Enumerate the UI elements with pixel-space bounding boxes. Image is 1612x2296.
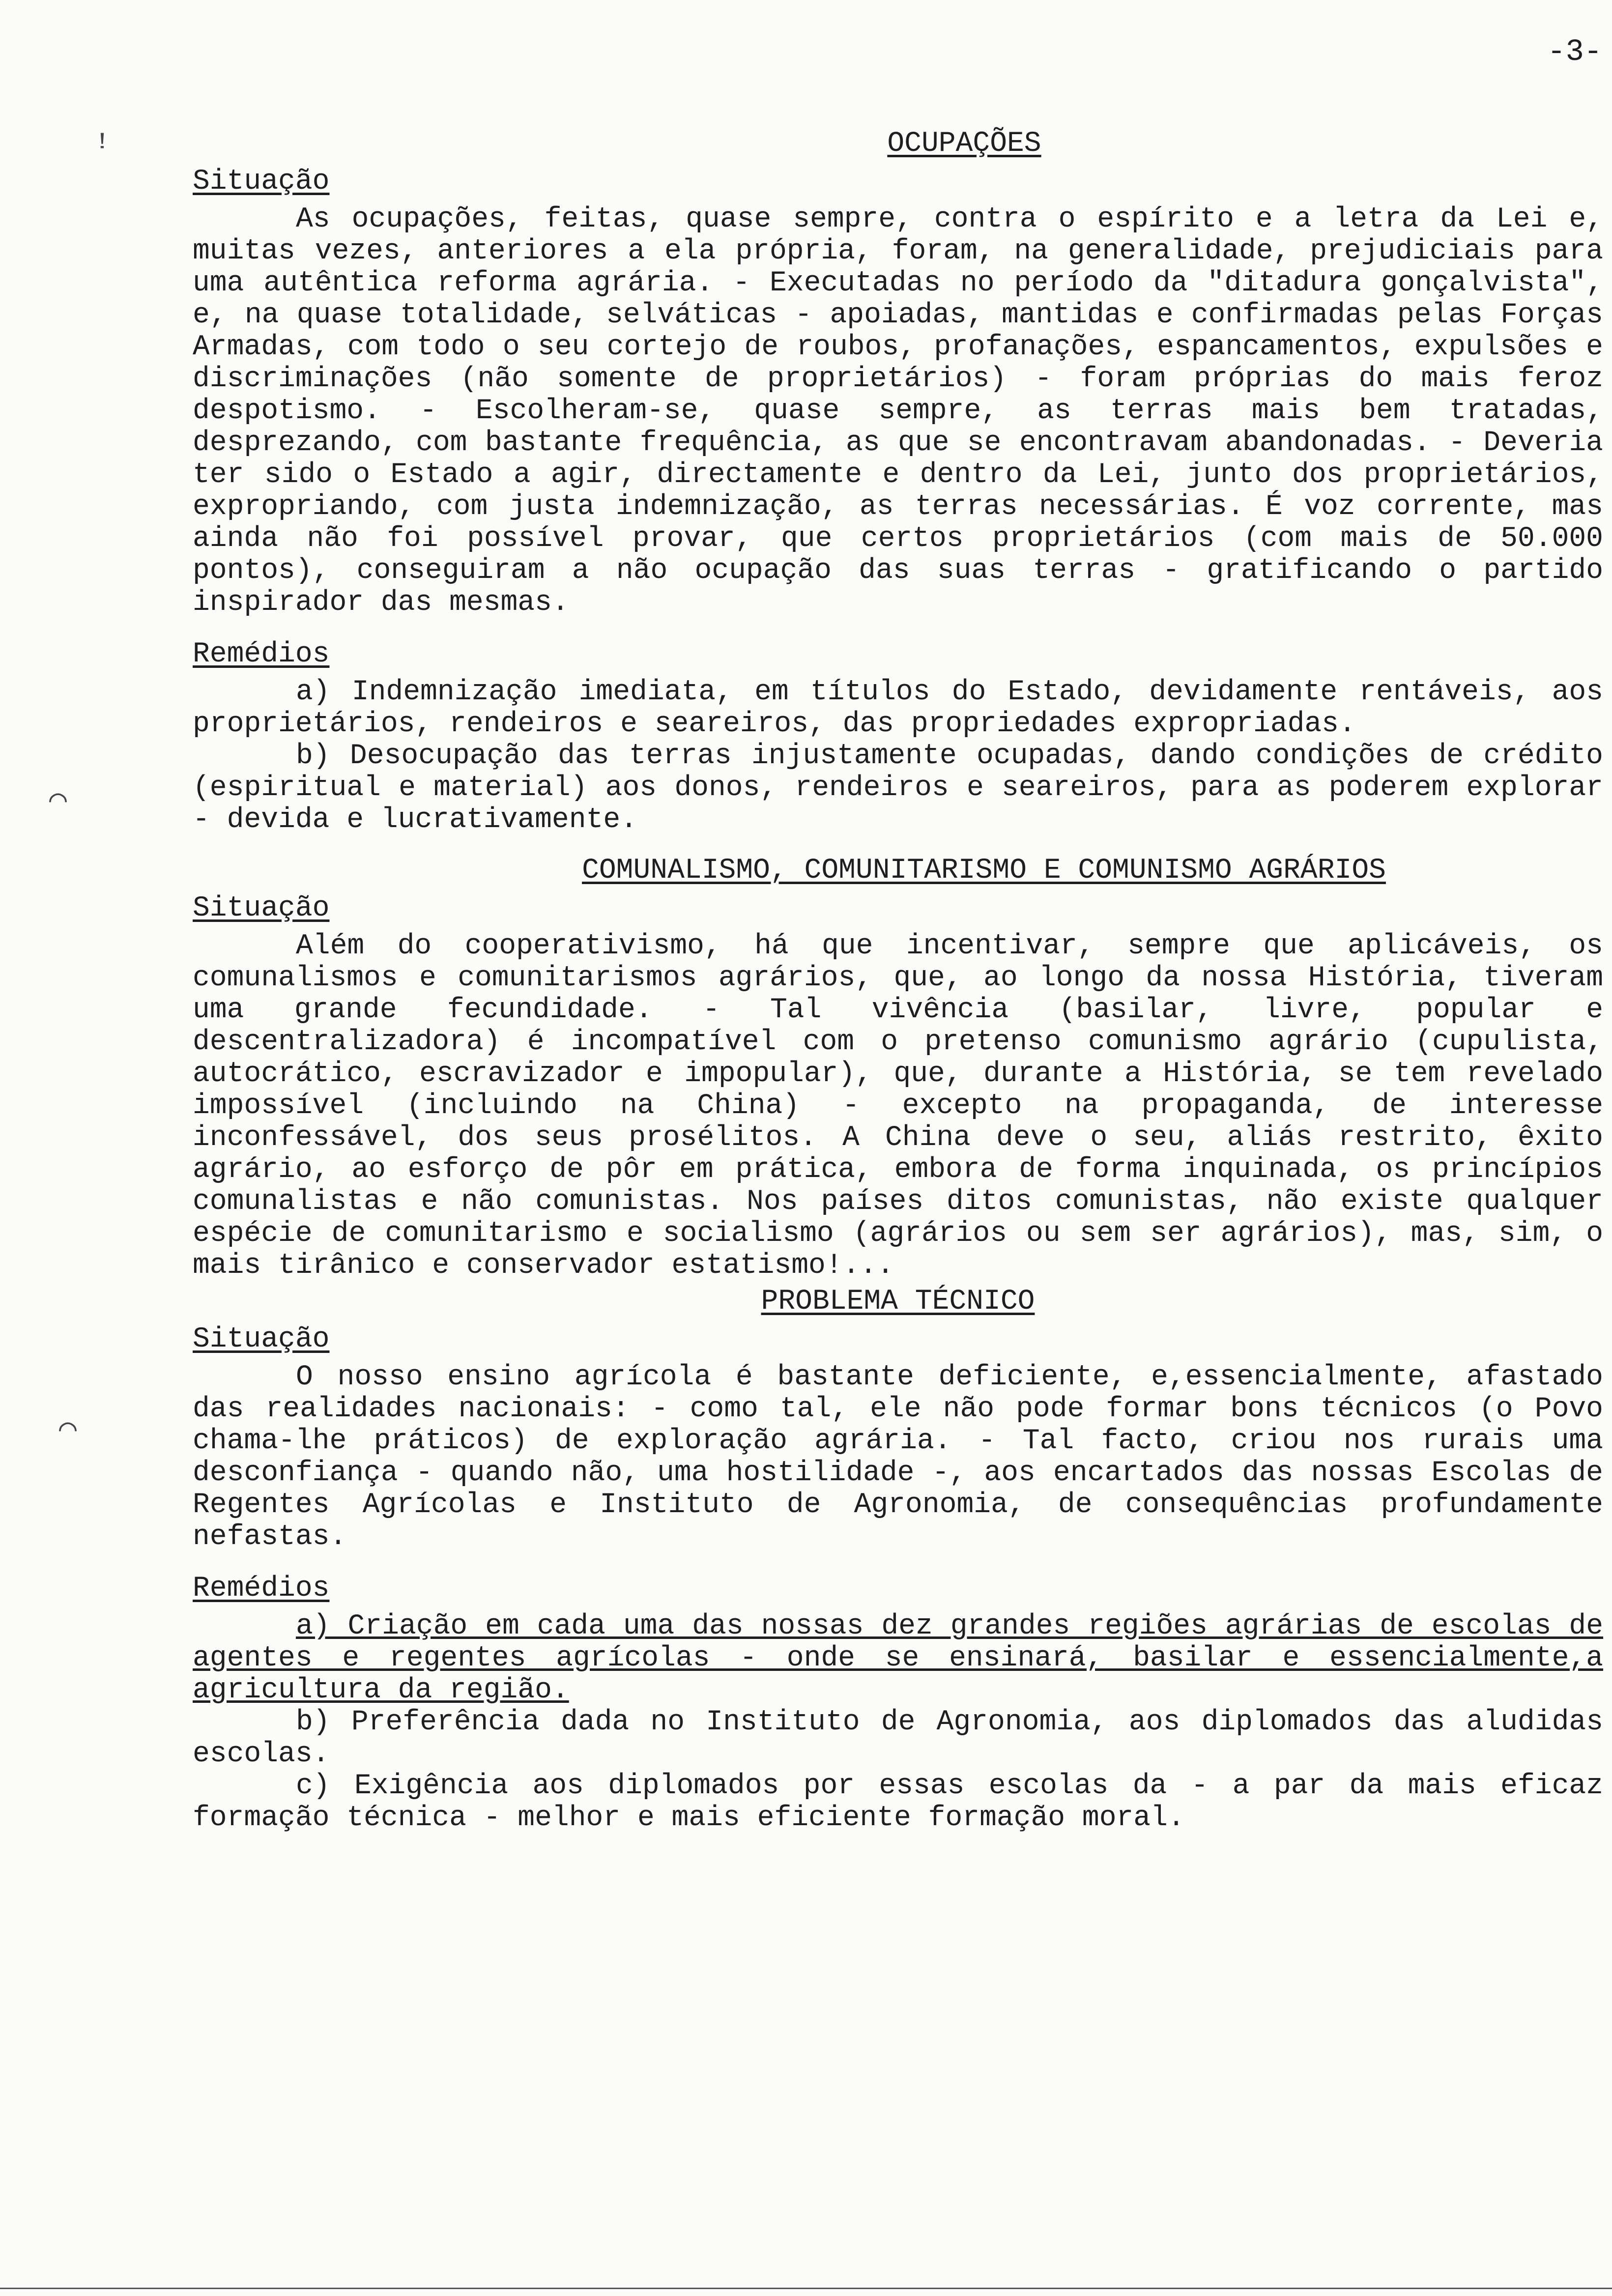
paragraph-ocupacoes-situacao: As ocupações, feitas, quase sempre, contra o espírito e a letra da Lei e, muitas vezes, anteriores a ela própria, foram, na generalidade, prejudiciais para uma autêntica reforma agrária. - Executadas no período da "ditadura gonçalvista", e, na quase totalidade, selváticas - apoiadas, mantidas e confirmadas pelas Forças Armadas, com todo o seu cortejo de roubos, profanações, espancamentos, expulsões e discriminações (não somente de proprietários) - foram próprias do mais feroz despotismo. - Escolheram-se, quase sempre, as terras mais bem tratadas, desprezando, com bastante frequência, as que se encontravam abandonadas. - Deveria ter sido o Estado a agir, directamente e dentro da Lei, junto dos proprietários, expropriando, com justa indemnização, as terras necessárias. É voz corrente, mas ainda não foi possível provar, que certos proprietários (com mais de 50.000 pontos), conseguiram a não ocupação das suas terras - gratificando o partido inspirador das mesmas. bbox=[193, 203, 1603, 619]
remedio-item: c) Exigência aos diplomados por essas escolas da - a par da mais eficaz formação técnica - melhor e mais eficiente formação moral. bbox=[193, 1770, 1603, 1834]
margin-mark: ⌒ bbox=[49, 784, 67, 818]
margin-mark: ⌒ bbox=[59, 1413, 77, 1447]
remedio-item: b) Preferência dada no Instituto de Agronomia, aos diplomados das aludidas escolas. bbox=[193, 1706, 1603, 1770]
margin-mark: ꜝ bbox=[93, 138, 112, 171]
subheading-remedios: Remédios bbox=[193, 1573, 330, 1605]
subheading-situacao: Situação bbox=[193, 166, 330, 198]
page-number: -3- bbox=[1547, 34, 1602, 69]
subheading-remedios: Remédios bbox=[193, 638, 330, 670]
paragraph-tecnico-situacao: O nosso ensino agrícola é bastante deficiente, e,essencialmente, afastado das realidades nacionais: - como tal, ele não pode formar bons técnicos (o Povo chama-lhe práticos) de exploração agrária. - Tal facto, criou nos rurais uma desconfiança - quando não, uma hostilidade -, aos encartados das nossas Escolas de Regentes Agrícolas e Instituto de Agronomia, de consequências profundamente nefastas. bbox=[193, 1361, 1603, 1553]
section-title-comunalismo: COMUNALISMO, COMUNITARISMO E COMUNISMO AGRÁRIOS bbox=[582, 855, 1386, 887]
section-title-tecnico: PROBLEMA TÉCNICO bbox=[761, 1286, 1035, 1318]
section-title-ocupacoes: OCUPAÇÕES bbox=[887, 128, 1041, 160]
remedio-item: b) Desocupação das terras injustamente ocupadas, dando condições de crédito (espiritual e material) aos donos, rendeiros e seareiros, para as poderem explorar - devida e lucrativamente. bbox=[193, 740, 1603, 836]
remedio-item: a) Criação em cada uma das nossas dez grandes regiões agrárias de escolas de agentes e regentes agrícolas - onde se ensinará, basilar e essencialmente,a agricultura da região. bbox=[193, 1610, 1603, 1706]
paragraph-comunalismo-situacao: Além do cooperativismo, há que incentivar, sempre que aplicáveis, os comunalismos e comunitarismos agrários, que, ao longo da nossa História, tiveram uma grande fecundidade. - Tal vivência (basilar, livre, popular e descentralizadora) é incompatível com o pretenso comunismo agrário (cupulista, autocrático, escravizador e impopular), que, durante a História, se tem revelado impossível (incluindo na China) - excepto na propaganda, de interesse inconfessável, dos seus prosélitos. A China deve o seu, aliás restrito, êxito agrário, ao esforço de pôr em prática, embora de forma inquinada, os princípios comunalistas e não comunistas. Nos países ditos comunistas, não existe qualquer espécie de comunitarismo e socialismo (agrários ou sem ser agrários), mas, sim, o mais tirânico e conservador estatismo!... bbox=[193, 930, 1603, 1282]
bottom-border bbox=[0, 2288, 1612, 2289]
remedio-item: a) Indemnização imediata, em títulos do Estado, devidamente rentáveis, aos proprietários, rendeiros e seareiros, das propriedades expropriadas. bbox=[193, 676, 1603, 740]
subheading-situacao: Situação bbox=[193, 1323, 330, 1355]
subheading-situacao: Situação bbox=[193, 892, 330, 924]
document-body bbox=[193, 118, 1603, 1834]
